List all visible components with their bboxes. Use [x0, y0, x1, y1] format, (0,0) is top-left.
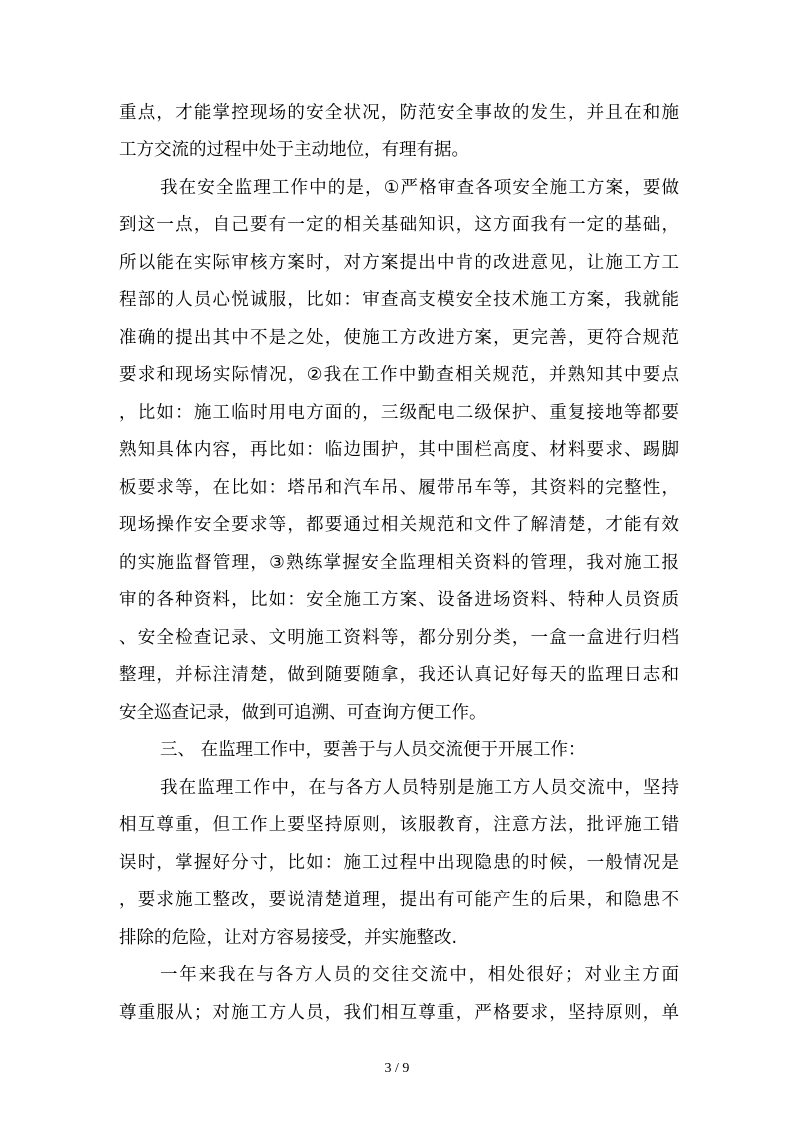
section-heading: 三、 在监理工作中，要善于与人员交流便于开展工作：: [160, 740, 586, 760]
text-line: 板要求等，在比如：塔吊和汽车吊、履带吊车等，其资料的完整性，: [119, 478, 679, 498]
text-line: 熟知具体内容，再比如：临边围护，其中围栏高度、材料要求、踢脚: [119, 440, 679, 460]
text-line: 的实施监督管理，③熟练掌握安全监理相关资料的管理，我对施工报: [119, 553, 679, 573]
paragraph-first-line: 我在监理工作中，在与各方人员特别是施工方人员交流中，坚持: [160, 778, 679, 798]
text-line: 安全巡查记录，做到可追溯、可查询方便工作。: [119, 703, 487, 723]
text-line: 审的各种资料，比如：安全施工方案、设备进场资料、特种人员资质: [119, 590, 679, 610]
text-line: 重点，才能掌控现场的安全状况，防范安全事故的发生，并且在和施: [119, 103, 679, 123]
paragraph-first-line: 我在安全监理工作中的是，①严格审查各项安全施工方案，要做: [160, 178, 679, 198]
text-line: 工方交流的过程中处于主动地位，有理有据。: [119, 140, 469, 160]
text-line: 、安全检查记录、文明施工资料等，都分别分类，一盒一盒进行归档: [119, 628, 679, 648]
text-line: ，要求施工整改，要说清楚道理，提出有可能产生的后果，和隐患不: [119, 890, 679, 910]
text-line: ，比如：施工临时用电方面的，三级配电二级保护、重复接地等都要: [119, 403, 679, 423]
text-line: 程部的人员心悦诚服，比如：审查高支模安全技术施工方案，我就能: [119, 290, 679, 310]
text-line: 要求和现场实际情况，②我在工作中勤查相关规范，并熟知其中要点: [119, 365, 679, 385]
text-line: 准确的提出其中不是之处，使施工方改进方案，更完善，更符合规范: [119, 328, 679, 348]
text-line: 现场操作安全要求等，都要通过相关规范和文件了解清楚，才能有效: [119, 515, 679, 535]
paragraph-first-line: 一年来我在与各方人员的交往交流中，相处很好；对业主方面: [160, 965, 679, 985]
text-line: 相互尊重，但工作上要坚持原则，该服教育，注意方法，批评施工错: [119, 815, 679, 835]
text-line: 到这一点，自己要有一定的相关基础知识，这方面我有一定的基础，: [119, 215, 679, 235]
text-line: 尊重服从；对施工方人员，我们相互尊重，严格要求，坚持原则，单: [119, 1003, 679, 1023]
text-line: 误时，掌握好分寸，比如：施工过程中出现隐患的时候，一般情况是: [119, 853, 679, 873]
text-line: 所以能在实际审核方案时，对方案提出中肯的改进意见，让施工方工: [119, 253, 679, 273]
page-number: 3 / 9: [384, 1061, 410, 1076]
text-line: 整理，并标注清楚，做到随要随拿，我还认真记好每天的监理日志和: [119, 665, 679, 685]
text-line: 排除的危险，让对方容易接受，并实施整改.: [119, 928, 458, 948]
